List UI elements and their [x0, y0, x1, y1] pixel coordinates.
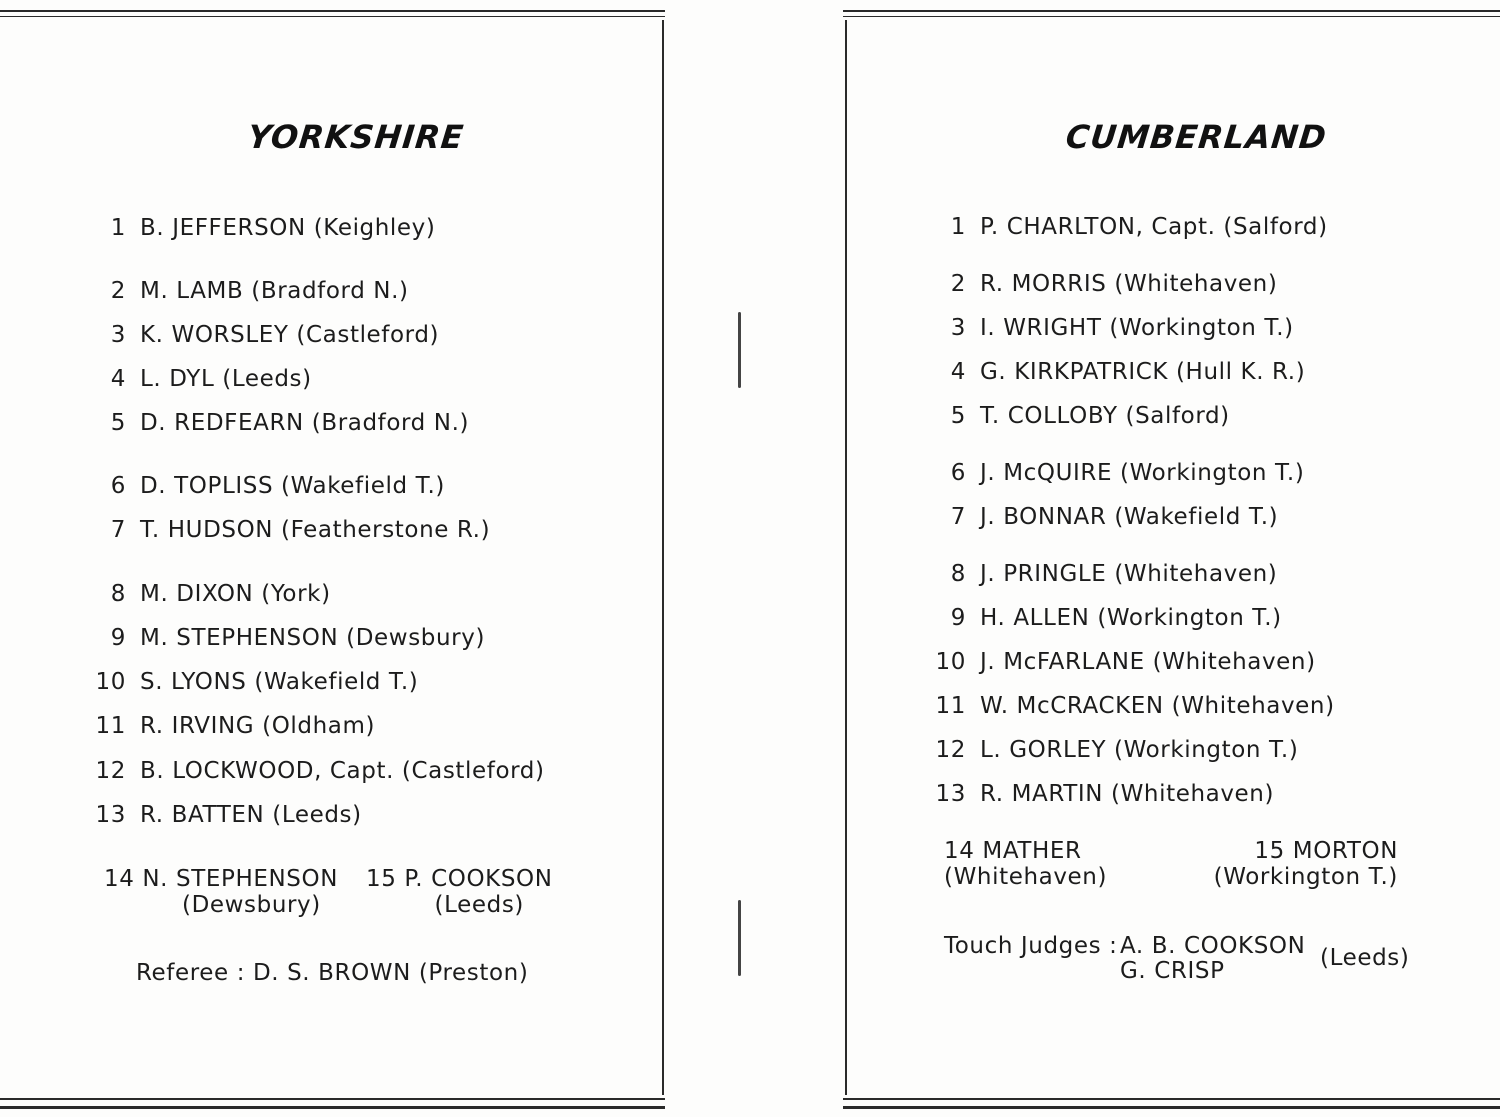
player-number: 6: [950, 460, 966, 486]
right-bottom-rule-2: [843, 1106, 1500, 1109]
right-player-row: [926, 649, 1316, 675]
player-name-club: D. REDFEARN (Bradford N.): [140, 410, 470, 436]
player-name-club: L. GORLEY (Workington T.): [980, 737, 1299, 763]
right-player-row: [926, 460, 1304, 486]
player-name-club: I. WRIGHT (Workington T.): [980, 315, 1294, 341]
left-player-row: [86, 473, 445, 499]
right-player-row: [926, 561, 1277, 587]
left-player-row: [86, 366, 312, 392]
player-name-club: J. PRINGLE (Whitehaven): [980, 561, 1278, 587]
right-sub-14: [944, 838, 1107, 890]
player-name-club: T. COLLOBY (Salford): [980, 403, 1230, 429]
player-name-club: D. TOPLISS (Wakefield T.): [140, 473, 445, 499]
player-number: 11: [95, 713, 126, 739]
player-name-club: B. LOCKWOOD, Capt. (Castleford): [140, 758, 545, 784]
left-sub-15-name: 15 P. COOKSON: [366, 866, 553, 892]
player-number: 2: [110, 278, 126, 304]
left-player-row: [86, 713, 375, 739]
right-page-edge: [845, 20, 847, 1095]
player-number: 11: [935, 693, 966, 719]
player-name-club: P. CHARLTON, Capt. (Salford): [980, 214, 1328, 240]
left-player-row: [86, 625, 485, 651]
left-player-row: [86, 581, 331, 607]
player-number: 5: [110, 410, 126, 436]
player-name-club: B. JEFFERSON (Keighley): [140, 215, 436, 241]
player-number: 3: [950, 315, 966, 341]
right-sub-15-name: 15 MORTON: [1254, 838, 1398, 864]
right-player-row: [926, 693, 1335, 719]
right-sub-15-club: (Workington T.): [1213, 864, 1398, 890]
referee: Referee : D. S. BROWN (Preston): [136, 960, 529, 986]
team-title-yorkshire: YORKSHIRE: [246, 118, 466, 156]
left-sub-15: [366, 866, 553, 918]
player-number: 12: [935, 737, 966, 763]
left-top-rule-2: [0, 16, 665, 17]
player-name-club: G. KIRKPATRICK (Hull K. R.): [980, 359, 1306, 385]
left-player-row: [86, 758, 545, 784]
player-number: 13: [95, 802, 126, 828]
player-name-club: M. DIXON (York): [140, 581, 331, 607]
right-player-row: [926, 403, 1230, 429]
player-number: 7: [110, 517, 126, 543]
left-player-row: [86, 278, 409, 304]
player-number: 1: [950, 214, 966, 240]
player-name-club: H. ALLEN (Workington T.): [980, 605, 1282, 631]
team-title-cumberland: CUMBERLAND: [1064, 118, 1329, 156]
right-player-row: [926, 737, 1298, 763]
player-name-club: R. MARTIN (Whitehaven): [980, 781, 1275, 807]
player-name-club: J. BONNAR (Wakefield T.): [980, 504, 1279, 530]
player-number: 13: [935, 781, 966, 807]
player-number: 5: [950, 403, 966, 429]
player-number: 6: [110, 473, 126, 499]
left-player-row: [86, 669, 418, 695]
left-page-edge: [662, 20, 664, 1095]
left-player-row: [86, 322, 439, 348]
player-number: 12: [95, 758, 126, 784]
player-number: 4: [950, 359, 966, 385]
player-name-club: R. BATTEN (Leeds): [140, 802, 362, 828]
player-number: 1: [110, 215, 126, 241]
left-sub-15-club: (Leeds): [434, 892, 524, 918]
touch-judges-label: Touch Judges :: [944, 933, 1118, 959]
staple-top: [738, 312, 741, 388]
right-bottom-rule: [843, 1098, 1500, 1100]
left-player-row: [86, 517, 490, 543]
left-sub-14: [104, 866, 338, 918]
player-number: 9: [110, 625, 126, 651]
player-number: 10: [95, 669, 126, 695]
right-player-row: [926, 214, 1328, 240]
touch-judges-club: (Leeds): [1320, 945, 1410, 971]
player-number: 8: [950, 561, 966, 587]
right-sub-14-club: (Whitehaven): [944, 864, 1108, 890]
player-name-club: J. McFARLANE (Whitehaven): [980, 649, 1316, 675]
left-sub-14-name: 14 N. STEPHENSON: [104, 866, 338, 892]
left-player-row: [86, 215, 435, 241]
player-name-club: T. HUDSON (Featherstone R.): [140, 517, 491, 543]
right-player-row: [926, 271, 1277, 297]
left-top-rule: [0, 10, 665, 12]
player-name-club: J. McQUIRE (Workington T.): [980, 460, 1305, 486]
player-number: 9: [950, 605, 966, 631]
player-number: 4: [110, 366, 126, 392]
player-number: 8: [110, 581, 126, 607]
right-top-rule: [843, 10, 1500, 12]
player-number: 3: [110, 322, 126, 348]
left-player-row: [86, 410, 469, 436]
right-player-row: [926, 605, 1282, 631]
player-number: 7: [950, 504, 966, 530]
right-player-row: [926, 359, 1305, 385]
right-top-rule-2: [843, 16, 1500, 17]
right-player-row: [926, 315, 1294, 341]
touch-judge-1: A. B. COOKSON: [1120, 933, 1306, 959]
player-number: 10: [935, 649, 966, 675]
right-sub-14-name: 14 MATHER: [944, 838, 1082, 864]
player-name-club: K. WORSLEY (Castleford): [140, 322, 440, 348]
right-player-row: [926, 781, 1274, 807]
touch-judge-2: G. CRISP: [1120, 958, 1225, 984]
right-sub-15: [1210, 838, 1398, 890]
player-name-club: R. MORRIS (Whitehaven): [980, 271, 1278, 297]
left-bottom-rule-2: [0, 1106, 665, 1109]
player-name-club: R. IRVING (Oldham): [140, 713, 376, 739]
left-bottom-rule: [0, 1098, 665, 1100]
player-name-club: M. LAMB (Bradford N.): [140, 278, 409, 304]
left-player-row: [86, 802, 362, 828]
player-number: 2: [950, 271, 966, 297]
player-name-club: W. McCRACKEN (Whitehaven): [980, 693, 1335, 719]
left-sub-14-club: (Dewsbury): [182, 892, 321, 918]
player-name-club: L. DYL (Leeds): [140, 366, 312, 392]
player-name-club: S. LYONS (Wakefield T.): [140, 669, 419, 695]
player-name-club: M. STEPHENSON (Dewsbury): [140, 625, 486, 651]
right-player-row: [926, 504, 1278, 530]
staple-bottom: [738, 900, 741, 976]
